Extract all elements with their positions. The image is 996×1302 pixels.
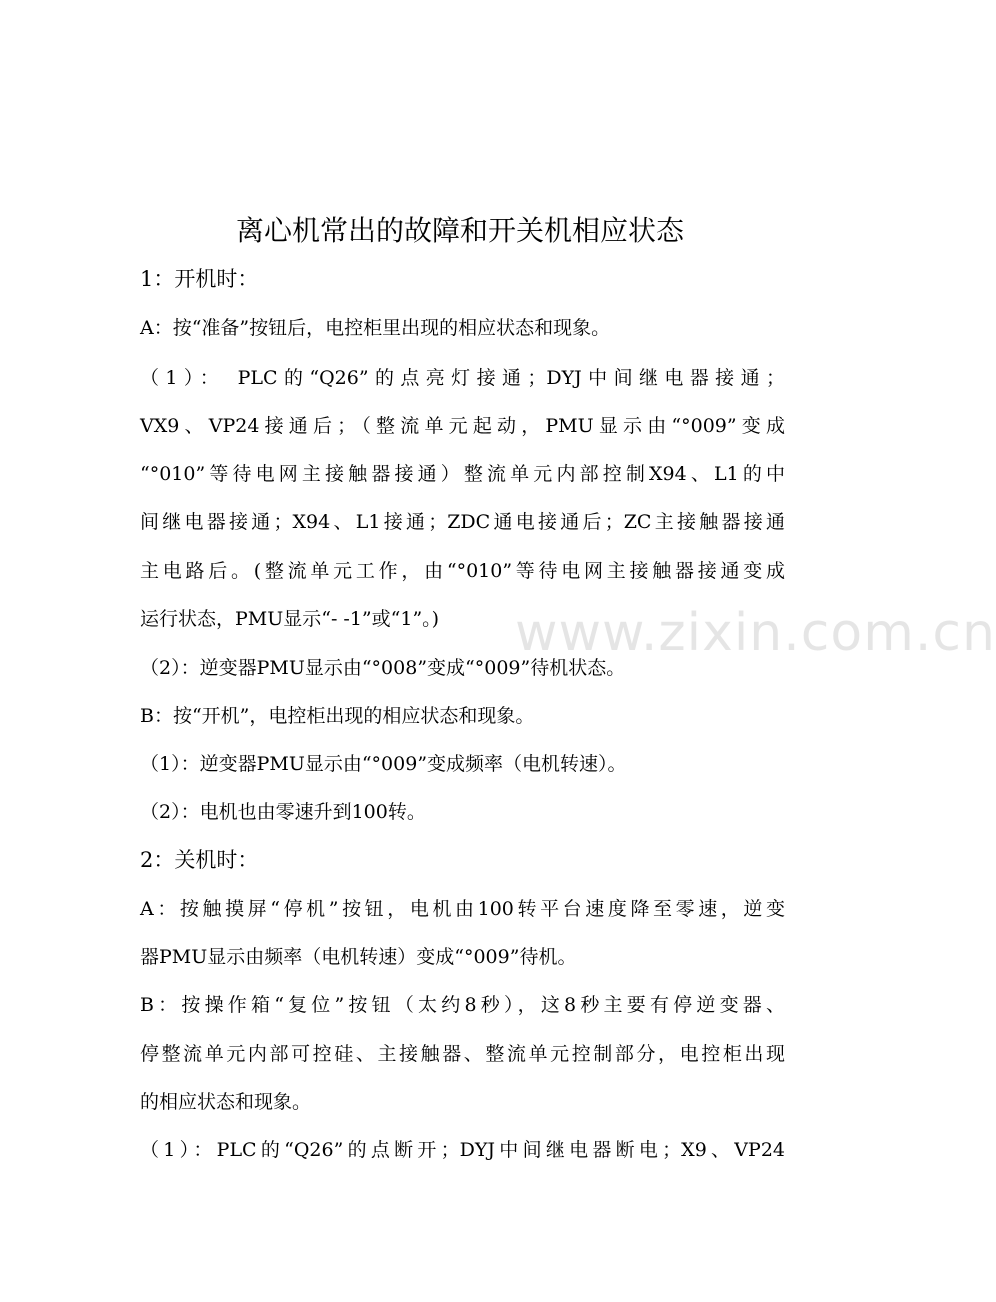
document-title: 离心机常出的故障和开关机相应状态 <box>235 214 684 247</box>
paragraph-line: 运行状态，PMU显示“- -1”或“1”。) <box>140 608 440 630</box>
paragraph-line: A：按触摸屏“停机”按钮，电机由100转平台速度降至零速，逆变 <box>140 898 785 920</box>
paragraph-line: （1）：逆变器PMU显示由“°009”变成频率（电机转速）。 <box>140 753 627 775</box>
section-1-heading: 1：开机时： <box>140 267 259 291</box>
paragraph-line: （2）：逆变器PMU显示由“°008”变成“°009”待机状态。 <box>140 657 626 679</box>
paragraph-line: VX9、VP24接通后；（整流单元起动，PMU显示由“°009”变成 <box>140 415 785 437</box>
paragraph-line: 主电路后。(整流单元工作，由“°010”等待电网主接触器接通变成 <box>140 560 785 582</box>
paragraph-line: 的相应状态和现象。 <box>140 1091 312 1113</box>
watermark: www.zixin.com.cn <box>515 603 996 663</box>
section-2-heading: 2：关机时： <box>140 848 259 872</box>
paragraph-line: （1）： PLC的“Q26”的点亮灯接通；DYJ中间继电器接通； <box>140 367 785 389</box>
paragraph-line: B：按“开机”，电控柜出现的相应状态和现象。 <box>140 705 535 727</box>
paragraph-line: “°010”等待电网主接触器接通）整流单元内部控制X94、L1的中 <box>140 463 785 485</box>
paragraph-line: 停整流单元内部可控硅、主接触器、整流单元控制部分，电控柜出现 <box>140 1043 785 1065</box>
paragraph-line: 器PMU显示由频率（电机转速）变成“°009”待机。 <box>140 946 577 968</box>
paragraph-line: （1）：PLC的“Q26”的点断开；DYJ中间继电器断电；X9、VP24 <box>140 1139 785 1161</box>
paragraph-line: B：按操作箱“复位”按钮（太约8秒），这8秒主要有停逆变器、 <box>140 994 785 1016</box>
paragraph-line: A：按“准备”按钮后，电控柜里出现的相应状态和现象。 <box>140 317 611 339</box>
paragraph-line: 间继电器接通；X94、L1接通；ZDC通电接通后；ZC主接触器接通 <box>140 511 785 533</box>
paragraph-line: （2）：电机也由零速升到100转。 <box>140 801 426 823</box>
